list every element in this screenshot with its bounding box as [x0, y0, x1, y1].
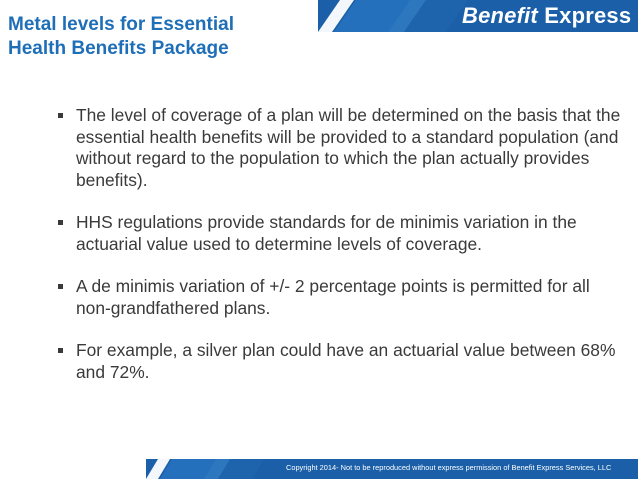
square-bullet-icon	[58, 348, 63, 353]
slide-title-line-1: Metal levels for Essential	[8, 14, 234, 35]
copyright-notice: Copyright 2014- Not to be reproduced without express permission of Benefit Express Services, LLC	[286, 463, 612, 472]
bullet-text: HHS regulations provide standards for de minimis variation in the actuarial value used to determine levels of coverage.	[76, 212, 577, 254]
bullet-text: A de minimis variation of +/- 2 percentage points is permitted for all non-grandfathered plans.	[76, 276, 590, 318]
slide-title	[8, 13, 234, 61]
benefit-express-logo	[462, 3, 631, 29]
bullet-text: The level of coverage of a plan will be determined on the basis that the essential health benefits will be provided to a standard population (and without regard to the population to which the plan actually provides benefits).	[76, 105, 621, 190]
bullet-item	[56, 105, 626, 191]
logo-word-express: Express	[544, 3, 632, 28]
bullet-item	[56, 340, 626, 383]
logo-word-benefit: Benefit	[462, 3, 538, 28]
bullet-text: For example, a silver plan could have an actuarial value between 68% and 72%.	[76, 340, 616, 382]
square-bullet-icon	[58, 220, 63, 225]
bullet-item	[56, 276, 626, 319]
bullet-list	[56, 105, 626, 383]
square-bullet-icon	[58, 284, 63, 289]
square-bullet-icon	[58, 113, 63, 118]
slide-title-line-2: Health Benefits Package	[8, 38, 229, 59]
bullet-item	[56, 212, 626, 255]
